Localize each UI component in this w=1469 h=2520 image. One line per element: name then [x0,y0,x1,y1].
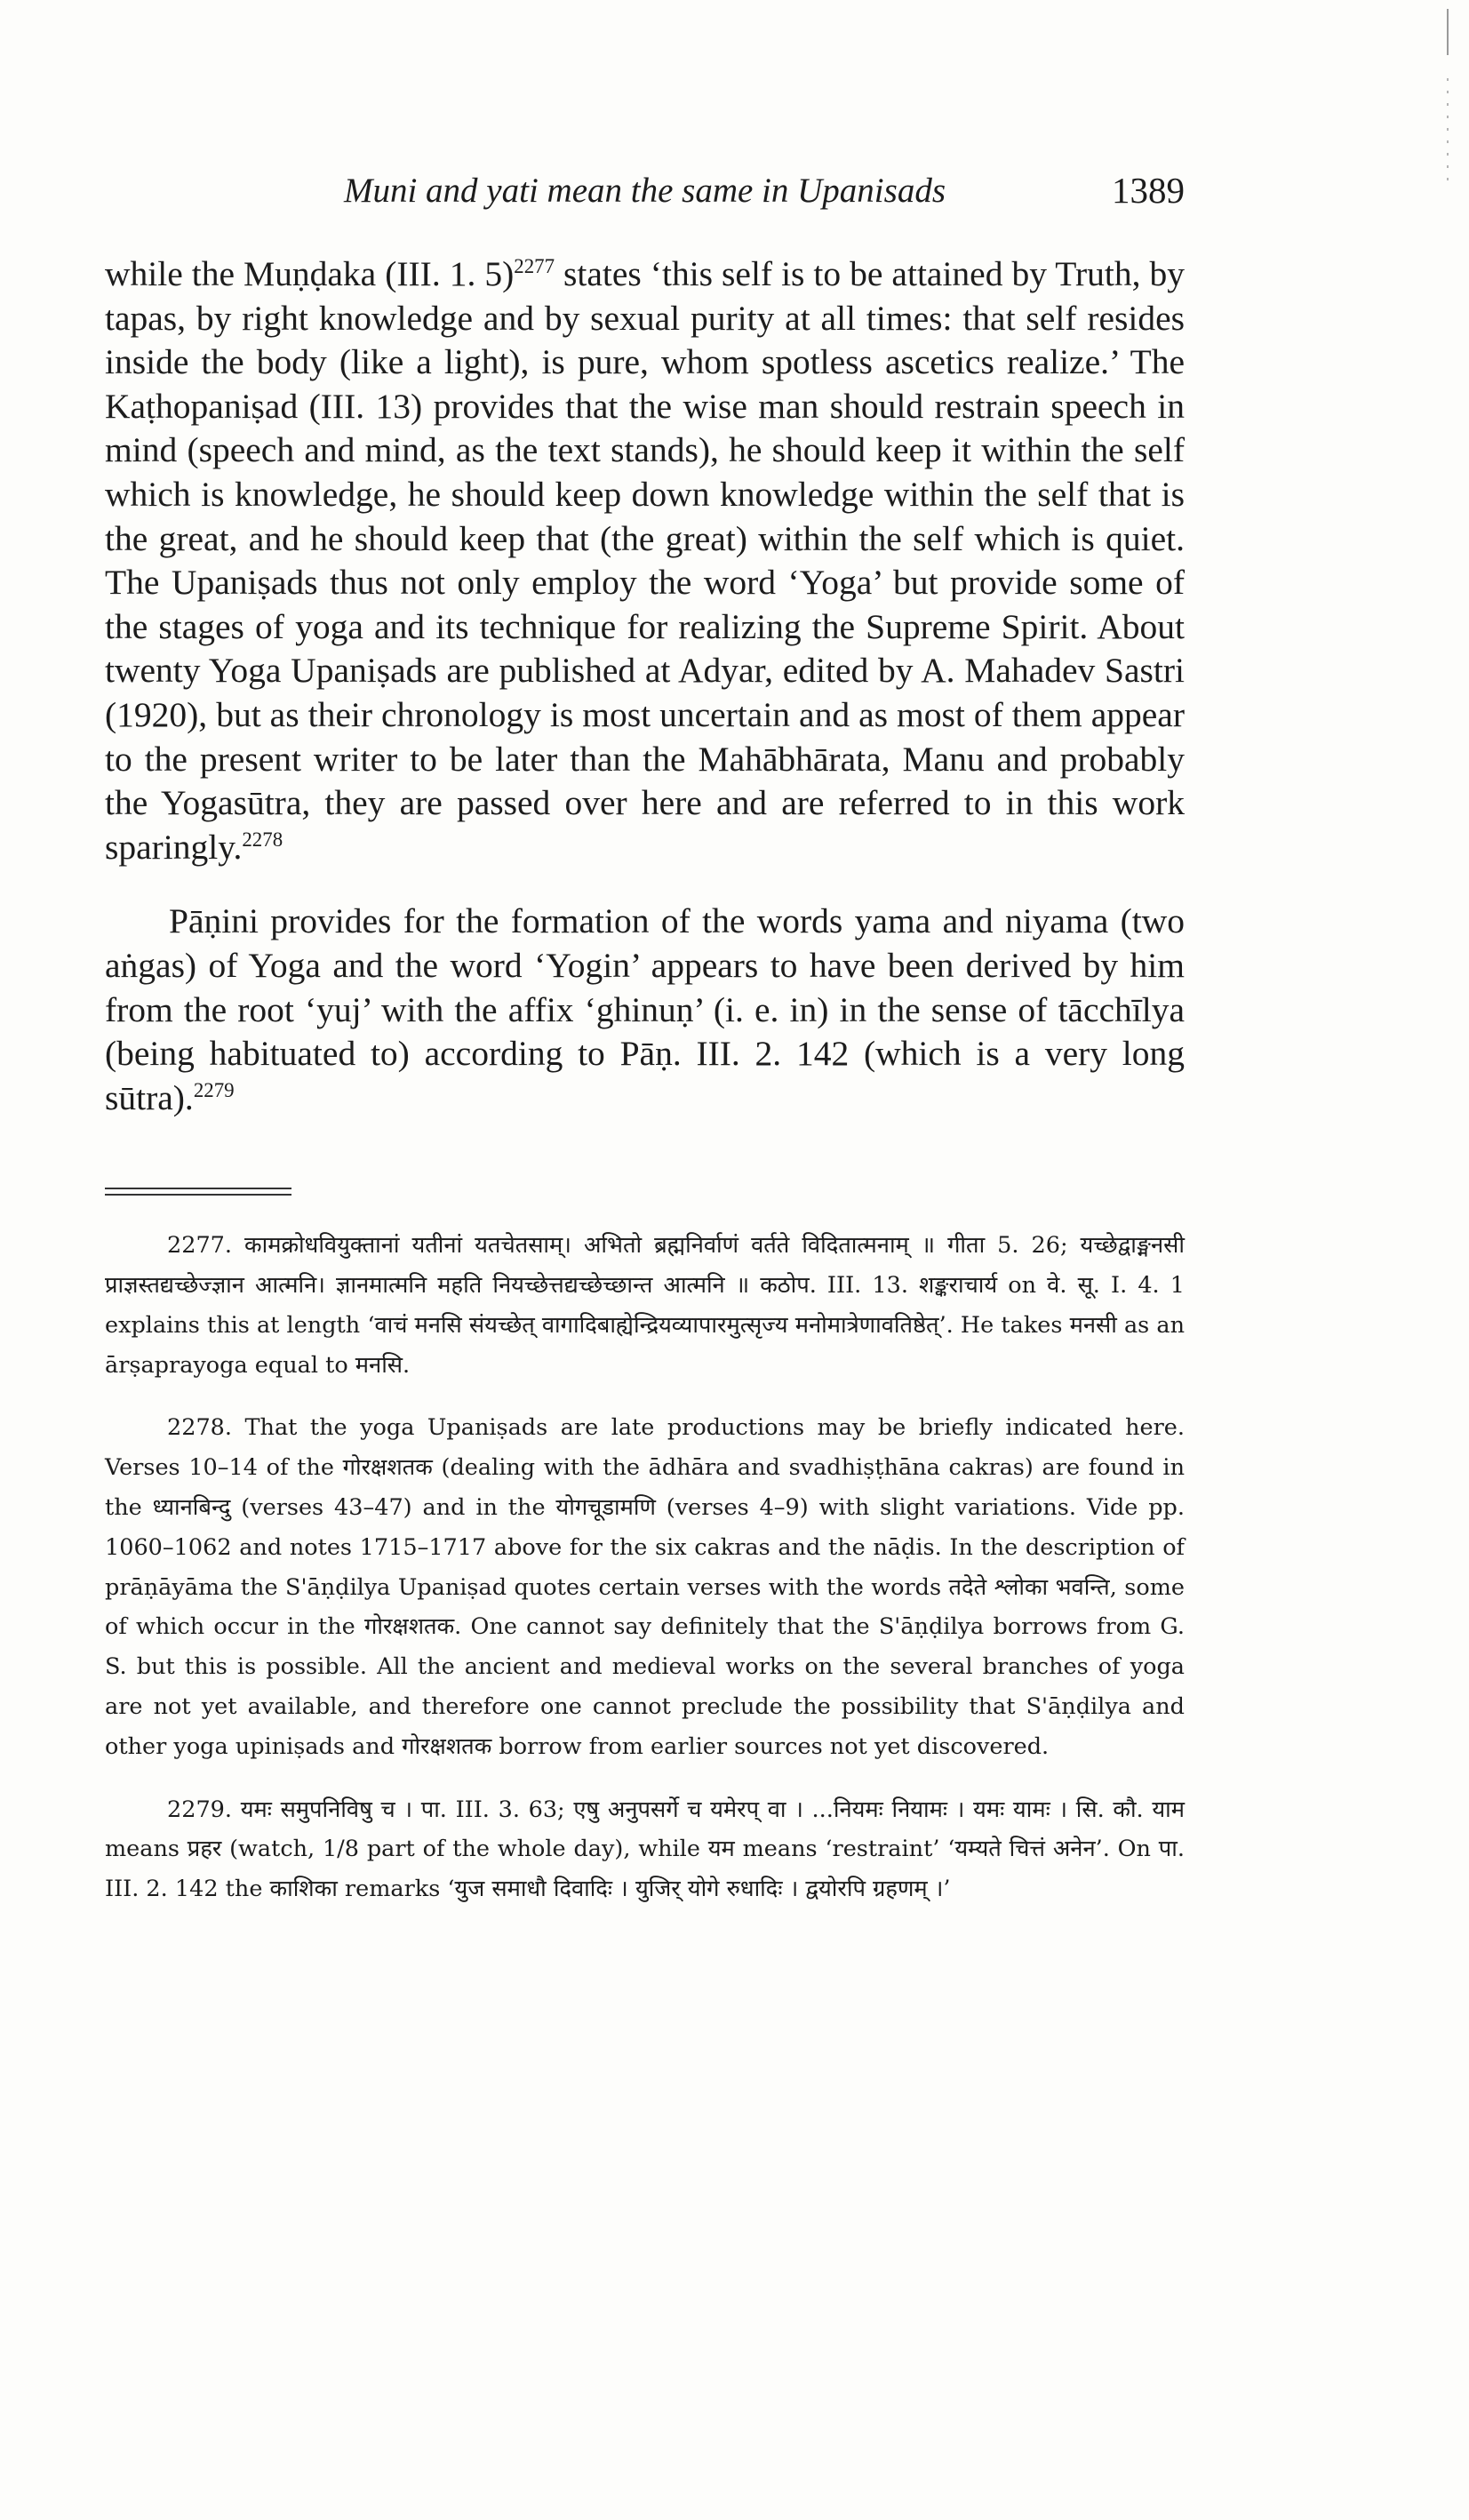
footnote-2279 [105,1790,1185,1909]
footnote-ref-2277: 2277 [514,254,555,277]
footnote-2278 [105,1408,1185,1766]
footnote-text: That the yoga Upaniṣads are late productions may be briefly indicated here. Verses 10–14 of the गोरक्षशतक (dealing with the ādhāra and svadhiṣṭhāna cakras) are found in the ध्यानबिन्दु (verses 43–47) and in the योगचूडामणि (verses 4–9) with slight variations. Vide pp. 1060–1062 and notes 1715–1717 above for the six cakras and the nāḍis. In the description of prāṇāyāma the S'āṇḍilya Upaniṣad quotes certain verses with the words तदेते श्लोका भवन्ति, some of which occur in the गोरक्षशतक. One cannot say definitely that the S'āṇḍilya borrows from G. S. but this is possible. All the ancient and medieval works on the several branches of yoga are not yet available, and therefore one cannot preclude the possibility that S'āṇḍilya and other yoga upiniṣads and गोरक्षशतक borrow from earlier sources not yet discovered. [105,1414,1185,1760]
footnotes [105,1226,1185,1909]
paragraph-1 [105,252,1185,869]
footnote-divider-secondary [105,1194,291,1196]
footnote-number: 2278. [167,1414,233,1442]
footnote-text: कामक्रोधवियुक्तानां यतीनां यतचेतसाम्। अभितो ब्रह्मनिर्वाणं वर्तते विदितात्मनाम् ॥ गीता 5. 26; यच्छेद्वाङ्मनसी प्राज्ञस्तद्यच्छेज्ज्ञान आत्मनि। ज्ञानमात्मनि महति नियच्छेत्तद्यच्छेच्छान्त आत्मनि ॥ कठोप. III. 13. शङ्कराचार्य on वे. सू. I. 4. 1 explains this at length ‘वाचं मनसि संयच्छेत् वागादिबाह्येन्द्रियव्यापारमुत्सृज्य मनोमात्रेणावतिष्ठेत्’. He takes मनसी as an ārṣaprayoga equal to मनसि. [105,1232,1185,1379]
page-number: 1389 [1112,170,1185,211]
main-text [105,252,1185,1120]
running-title: Muni and yati mean the same in Upanisads [343,172,946,210]
paragraph-2 [105,900,1185,1120]
paragraph-1-lead: while the Muṇḍaka (III. 1. 5) [105,254,515,293]
footnote-number: 2279. [167,1796,233,1823]
scan-edge-dots [1447,78,1449,185]
scan-edge-mark [1447,9,1449,55]
footnote-number: 2277. [167,1232,233,1260]
footnote-divider [105,1188,291,1189]
book-page [105,169,1185,1932]
footnote-text: यमः समुपनिविषु च । पा. III. 3. 63; एषु अनुपसर्गे च यमेरप् वा । ...नियमः नियामः । यमः यामः । सि. कौ. याम means प्रहर (watch, 1/8 part of the whole day), while यम means ‘restraint’ ‘यम्यते चित्तं अनेन’. On पा. III. 2. 142 the काशिका remarks ‘युज समाधौ दिवादिः । युजिर् योगे रुधादिः । द्वयोरपि ग्रहणम् ।’ [105,1796,1185,1903]
page-header [105,169,1185,222]
footnote-2277 [105,1226,1185,1385]
paragraph-1-text: states ‘this self is to be attained by Truth, by tapas, by right knowledge and by sexual purity at all times: that self resides inside the body (like a light), is pure, whom spotless ascetics realize.’ The Kaṭhopaniṣad (III. 13) provides that the wise man should restrain speech in mind (speech and mind, as the text stands), he should keep it within the self which is knowledge, he should keep down knowledge within the self that is the great, and he should keep that (the great) within the self which is quiet. The Upaniṣads thus not only employ the word ‘Yoga’ but provide some of the stages of yoga and its technique for realizing the Supreme Spirit. About twenty Yoga Upaniṣads are published at Adyar, edited by A. Mahadev Sastri (1920), but as their chronology is most uncertain and as most of them appear to the present writer to be later than the Mahābhārata, Manu and probably the Yogasūtra, they are passed over here and are referred to in this work sparingly. [105,254,1185,867]
footnote-ref-2279: 2279 [193,1078,235,1101]
paragraph-2-text: Pāṇini provides for the formation of the words yama and niyama (two aṅgas) of Yoga and the word ‘Yogin’ appears to have been derived by him from the root ‘yuj’ with the affix ‘ghinuṇ’ (i. e. in) in the sense of tācchīlya (being habituated to) according to Pāṇ. III. 2. 142 (which is a very long sūtra). [105,901,1185,1117]
footnote-ref-2278: 2278 [242,828,283,851]
